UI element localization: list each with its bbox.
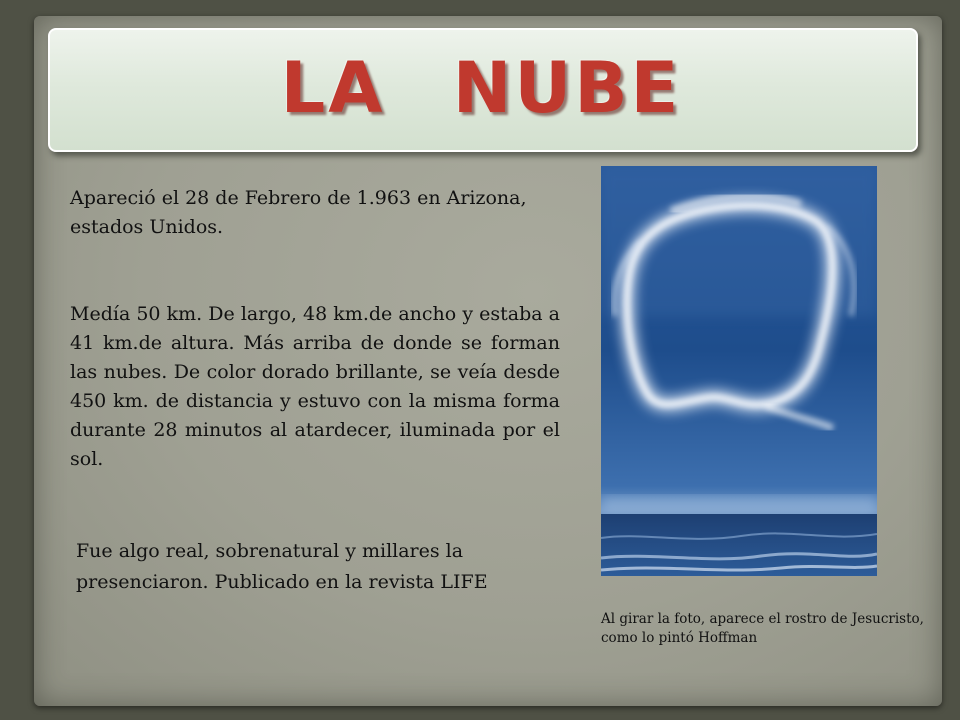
paragraph-publication: Fue algo real, sobrenatural y millares la presenciaron. Publicado en la revista LIFE — [76, 540, 488, 593]
cloud-photo — [601, 166, 877, 576]
paragraph-appearance-date: Apareció el 28 de Febrero de 1.963 en Arizona, estados Unidos. — [70, 187, 527, 238]
cloud-photo-image — [601, 166, 877, 576]
slide-title: LA NUBE — [280, 47, 682, 129]
paragraph-dimensions: Medía 50 km. De largo, 48 km.de ancho y estaba a 41 km.de altura. Más arriba de donde se forman las nubes. De color dorado brillante, se veía desde 450 km. de distancia y estuvo con la misma forma durante 28 minutos al atardecer, iluminada por el sol. — [70, 303, 560, 470]
photo-caption: Al girar la foto, aparece el rostro de Jesucristo, como lo pintó Hoffman — [601, 611, 924, 646]
